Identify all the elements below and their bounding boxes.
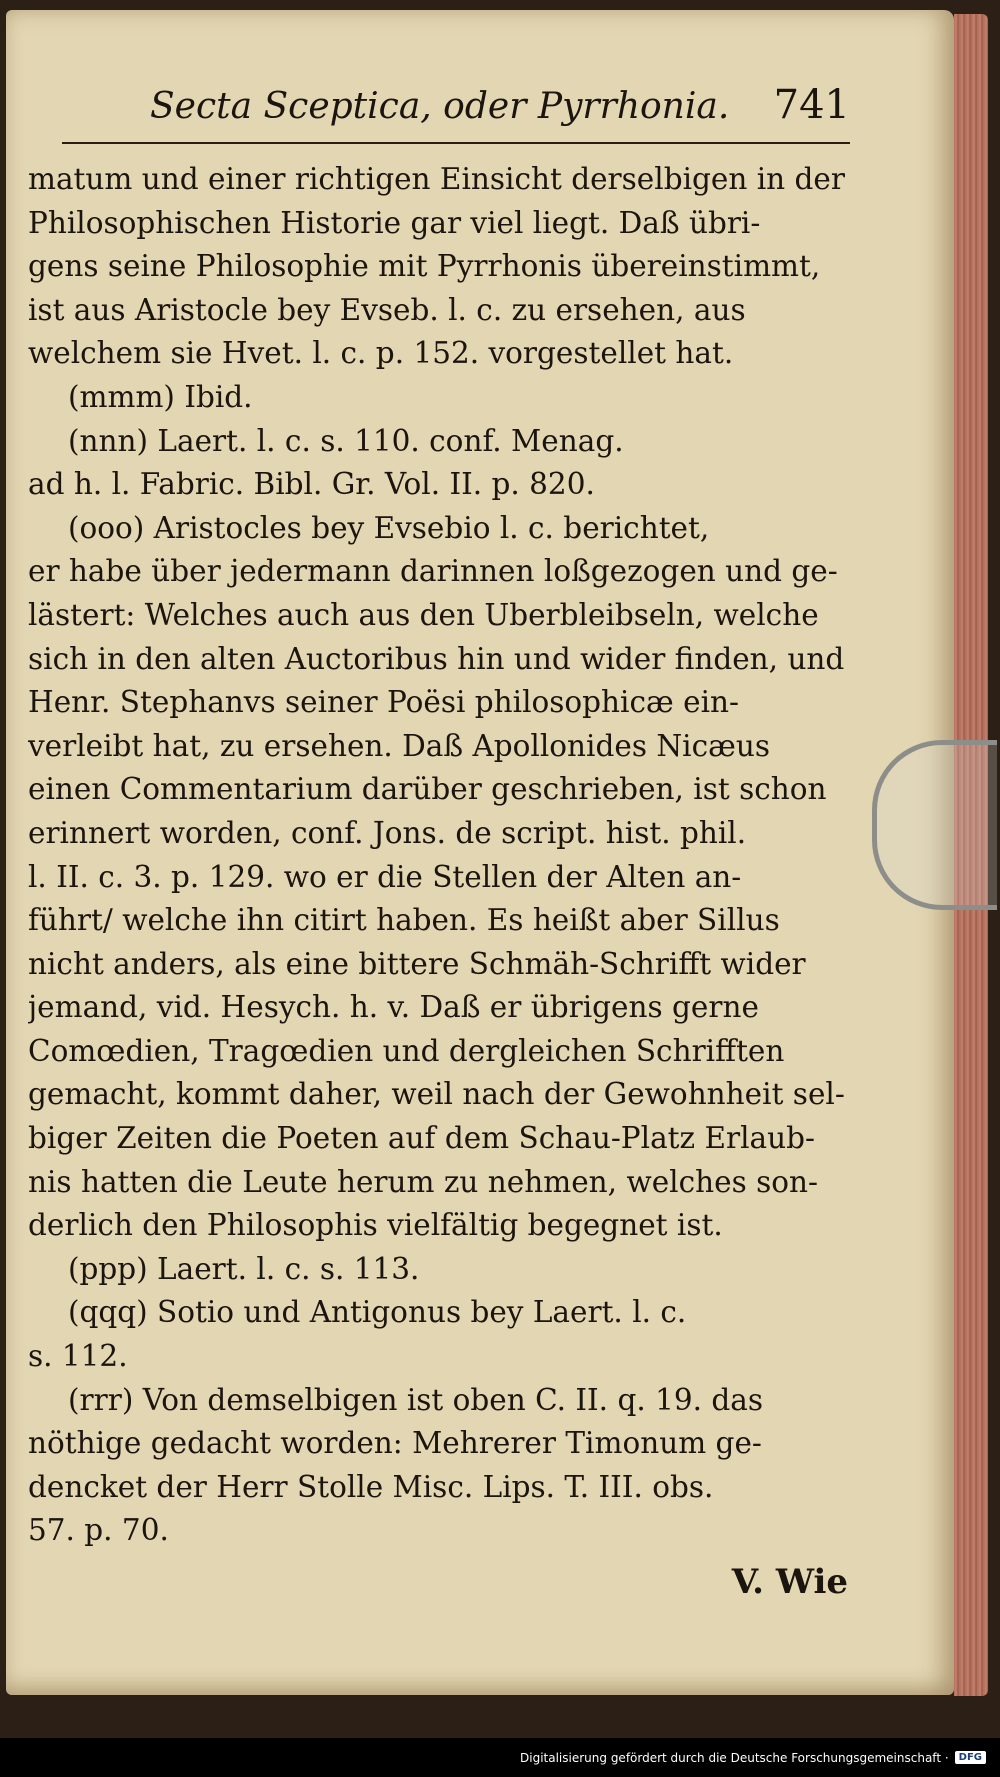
footnote-line: (nnn) Laert. l. c. s. 110. conf. Menag. [68,423,624,458]
text-line: nicht anders, als eine bittere Schmäh-Schrifft wider [28,946,806,981]
text-line: einen Commentarium darüber geschrieben, ist schon [28,772,827,807]
text-line: derlich den Philosophis vielfältig begegnet ist. [28,1208,723,1243]
page-number: 741 [773,82,850,128]
text-line: nöthige gedacht worden: Mehrerer Timonum ge- [28,1426,762,1461]
text-line: matum und einer richtigen Einsicht derselbigen in der [28,162,845,196]
text-line: ist aus Aristocle bey Evseb. l. c. zu ersehen, aus [28,292,746,327]
digitization-footer [0,1738,1000,1777]
text-line: welchem sie Hvet. l. c. p. 152. vorgestellet hat. [28,336,734,371]
catchword: V. Wie [731,1562,848,1602]
running-title: Secta Sceptica, oder Pyrrhonia. [150,86,730,127]
text-line: führt/ welche ihn citirt haben. Es heißt aber Sillus [28,903,780,938]
footnote-line: (ppp) Laert. l. c. s. 113. [68,1251,420,1286]
text-line: gemacht, kommt daher, weil nach der Gewohnheit sel- [28,1077,845,1112]
text-line: Philosophischen Historie gar viel liegt. Daß übri- [28,205,761,240]
footnote-line: (qqq) Sotio und Antigonus bey Laert. l. c. [68,1295,687,1330]
running-header [150,82,850,128]
funding-credit: Digitalisierung gefördert durch die Deutsche Forschungsgemeinschaft · [520,1750,949,1765]
text-line: biger Zeiten die Poeten auf dem Schau-Platz Erlaub- [28,1121,815,1156]
text-line: s. 112. [28,1339,128,1374]
text-line: gens seine Philosophie mit Pyrrhonis übereinstimmt, [28,249,821,284]
text-line: 57. p. 70. [28,1513,169,1548]
dfg-logo: DFG [955,1751,986,1764]
text-line: nis hatten die Leute herum zu nehmen, welches son- [28,1164,818,1199]
footnote-line: (mmm) Ibid. [68,379,253,414]
text-line: Henr. Stephanvs seiner Poësi philosophicæ ein- [28,685,739,720]
text-line: er habe über jedermann darinnen loßgezogen und ge- [28,554,838,589]
text-line: dencket der Herr Stolle Misc. Lips. T. III. obs. [28,1469,714,1504]
footnote-line: (ooo) Aristocles bey Evsebio l. c. berichtet, [68,510,710,545]
body-text [28,158,860,1553]
text-line: sich in den alten Auctoribus hin und wider finden, und [28,641,845,676]
paper-clip [872,740,997,910]
text-line: verleibt hat, zu ersehen. Daß Apollonides Nicæus [28,728,770,763]
text-line: ad h. l. Fabric. Bibl. Gr. Vol. II. p. 820. [28,467,595,502]
text-line: jemand, vid. Hesych. h. v. Daß er übrigens gerne [28,990,759,1025]
header-rule [62,142,850,144]
text-line: l. II. c. 3. p. 129. wo er die Stellen der Alten an- [28,859,742,894]
text-line: Comœdien, Tragœdien und dergleichen Schrifften [28,1033,785,1068]
text-line: erinnert worden, conf. Jons. de script. hist. phil. [28,815,747,850]
text-line: lästert: Welches auch aus den Uberbleibseln, welche [28,597,819,632]
footnote-line: (rrr) Von demselbigen ist oben C. II. q. 19. das [68,1382,763,1417]
